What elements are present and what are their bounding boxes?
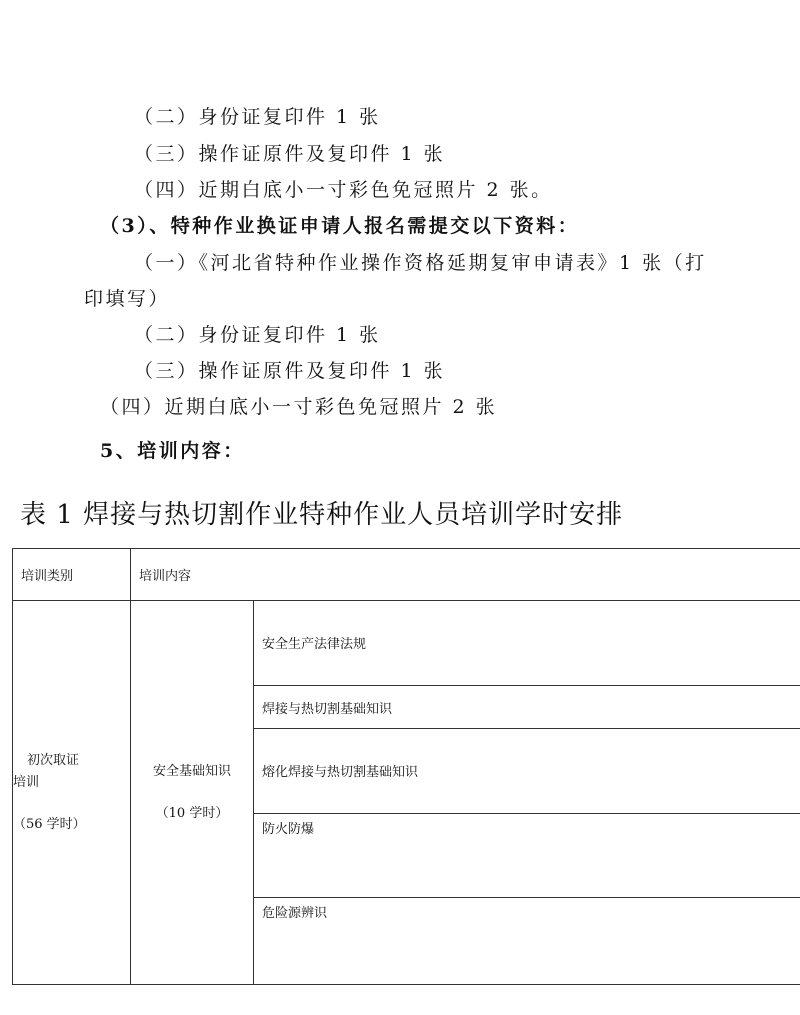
topic-label: 焊接与热切割基础知识 xyxy=(262,702,393,717)
topic-cell xyxy=(254,729,800,814)
category-hours: （56 学时） xyxy=(13,816,86,832)
doc-line-9: （四）近期白底小一寸彩色免冠照片 2 张 xyxy=(100,396,498,418)
doc-line-2: （三）操作证原件及复印件 1 张 xyxy=(134,143,446,165)
table-title: 表 1 焊接与热切割作业特种作业人员培训学时安排 xyxy=(20,500,624,530)
training-category-cell xyxy=(13,601,131,985)
topic-label: 安全生产法律法规 xyxy=(262,637,367,652)
topic-label: 熔化焊接与热切割基础知识 xyxy=(262,765,419,780)
topic-cell xyxy=(254,601,800,686)
table-row xyxy=(13,601,800,686)
topic-cell xyxy=(254,898,800,985)
doc-line-1: （二）身份证复印件 1 张 xyxy=(134,106,381,128)
header-category: 培训类别 xyxy=(13,549,131,601)
topic-label: 防火防爆 xyxy=(262,822,315,837)
doc-heading-renewal: （3）、特种作业换证申请人报名需提交以下资料： xyxy=(100,215,580,237)
category-line2: 培训 xyxy=(13,774,40,790)
doc-line-6: 印填写） xyxy=(84,288,171,310)
module-cell xyxy=(131,601,254,985)
training-table xyxy=(12,548,800,985)
topic-cell xyxy=(254,686,800,729)
topic-label: 危险源辨识 xyxy=(262,906,328,921)
doc-line-7: （二）身份证复印件 1 张 xyxy=(134,324,381,346)
doc-line-3: （四）近期白底小一寸彩色免冠照片 2 张。 xyxy=(134,179,553,201)
doc-line-8: （三）操作证原件及复印件 1 张 xyxy=(134,360,446,382)
module-hours: （10 学时） xyxy=(155,805,229,821)
category-line1: 初次取证 xyxy=(27,752,80,768)
doc-heading-training: 5、培训内容： xyxy=(100,440,245,462)
table-header-row xyxy=(13,549,800,601)
doc-line-5: （一）《河北省特种作业操作资格延期复审申请表》1 张（打 xyxy=(134,252,707,274)
header-content: 培训内容 xyxy=(131,549,800,601)
topic-cell xyxy=(254,814,800,898)
module-name: 安全基础知识 xyxy=(152,763,231,779)
